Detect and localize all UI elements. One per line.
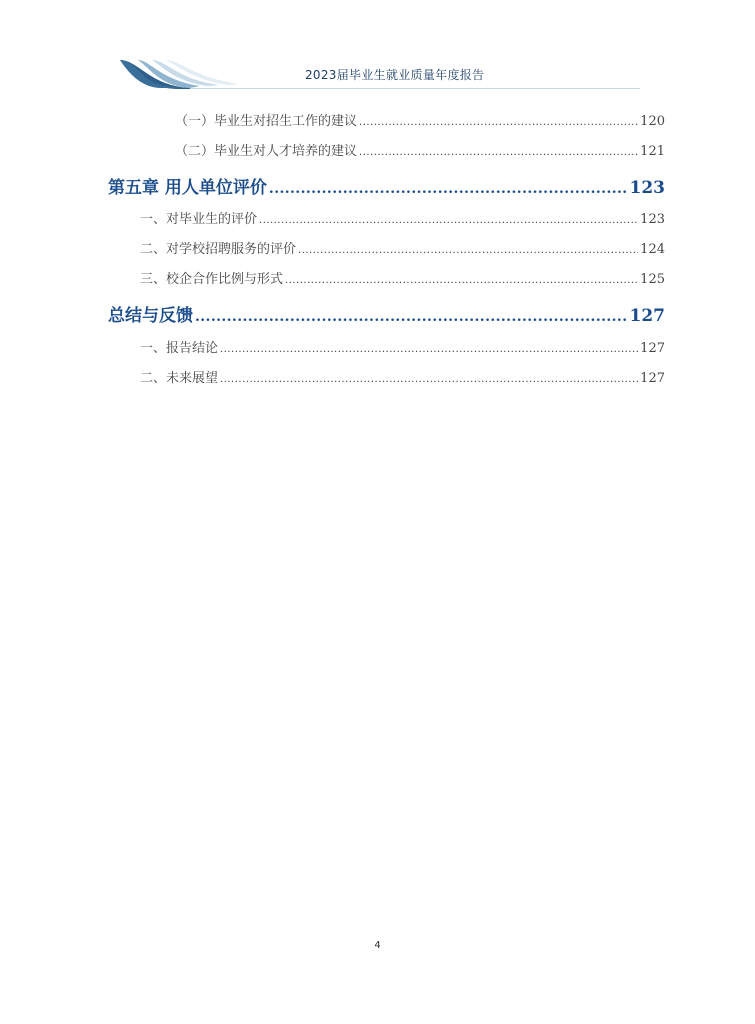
toc-entry-label: 一、报告结论 xyxy=(140,341,219,356)
toc-entry-page: 127 xyxy=(640,341,665,356)
toc-entry-page: 127 xyxy=(629,306,665,326)
toc-entry-page: 127 xyxy=(640,371,665,386)
toc-entry-page: 124 xyxy=(640,242,665,257)
toc-leader-dots xyxy=(220,344,638,355)
toc-leader-dots xyxy=(195,309,628,325)
toc-entry-page: 123 xyxy=(629,178,665,198)
toc-leader-dots xyxy=(220,374,638,385)
toc-entry[interactable] xyxy=(140,208,665,227)
toc-entry[interactable] xyxy=(175,110,665,129)
toc-entry[interactable] xyxy=(140,337,665,356)
toc-entry-label: （一）毕业生对招生工作的建议 xyxy=(175,114,358,129)
toc-entry-page: 120 xyxy=(640,114,665,129)
toc-entry-label: 总结与反馈 xyxy=(108,306,193,326)
toc-entry[interactable] xyxy=(175,140,665,159)
toc-entry-page: 121 xyxy=(640,144,665,159)
toc-entry[interactable] xyxy=(140,268,665,287)
toc-entry-label: 二、未来展望 xyxy=(140,371,219,386)
header-title: 2023届毕业生就业质量年度报告 xyxy=(305,68,485,82)
toc-leader-dots xyxy=(359,147,638,158)
toc-chapter-entry[interactable] xyxy=(108,301,665,326)
toc-entry[interactable] xyxy=(140,367,665,386)
toc-leader-dots xyxy=(298,245,638,256)
toc-entry-page: 123 xyxy=(640,212,665,227)
page-header xyxy=(120,58,640,90)
toc-leader-dots xyxy=(285,275,638,286)
toc-entry-label: 第五章 用人单位评价 xyxy=(108,178,267,198)
toc-leader-dots xyxy=(359,117,638,128)
toc-entry[interactable] xyxy=(140,238,665,257)
toc-leader-dots xyxy=(259,215,638,226)
toc-leader-dots xyxy=(269,181,628,197)
toc-entry-page: 125 xyxy=(640,272,665,287)
page-number: 4 xyxy=(374,940,381,951)
toc-entry-label: 三、校企合作比例与形式 xyxy=(140,272,284,287)
toc-chapter-entry[interactable] xyxy=(108,173,665,198)
toc-entry-label: （二）毕业生对人才培养的建议 xyxy=(175,144,358,159)
toc-entry-label: 一、对毕业生的评价 xyxy=(140,212,258,227)
toc-entry-label: 二、对学校招聘服务的评价 xyxy=(140,242,297,257)
